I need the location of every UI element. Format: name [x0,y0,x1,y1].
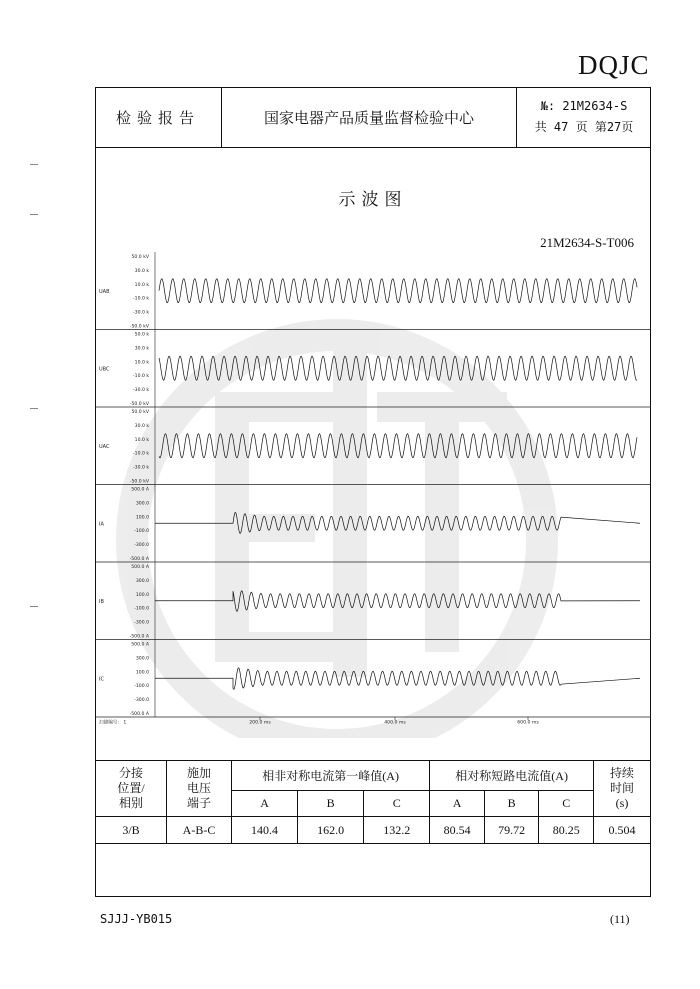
cell-rms-b: 79.72 [484,817,539,844]
header-report-label: 检验报告 [115,108,200,127]
tick-label: -10.0 k [132,374,149,380]
margin-mark [30,164,38,165]
tick-label: 300.0 [135,578,149,584]
col-duration: 持续 时间 (s) [594,761,651,817]
col-voltage: 施加 电压 端子 [167,761,232,817]
col-peak-current: 相非对称电流第一峰值(A) [232,761,430,791]
tick-label: -500.0 A [129,712,149,717]
waveform-ic [155,668,640,689]
tick-label: -100.0 [134,684,149,690]
report-number: №: 21M2634-S [540,99,628,113]
tick-label: -30.0 k [132,465,149,471]
tick-label: 10.0 k [134,282,149,288]
header-divider [95,147,651,148]
cell-position: 3/B [96,817,167,844]
col-rms-current: 相对称短路电流值(A) [430,761,594,791]
channel-label: UAB [99,288,110,295]
test-code: 21M2634-S-T006 [540,235,634,250]
sub-c: C [364,791,430,817]
tick-label: 30.0 k [134,346,149,352]
page-footer-number: (11) [610,912,630,926]
tick-label: 500.0 A [131,642,149,648]
header-org-name: 国家电器产品质量监督检验中心 [221,87,517,147]
tick-label: -300.0 [134,698,149,704]
tick-label: -50.0 kV [129,402,149,407]
page-count: 共 47 页 第27页 [534,120,634,134]
cell-rms-a: 80.54 [430,817,485,844]
tick-label: 10.0 k [134,360,149,366]
tick-label: 300.0 [135,501,149,507]
channel-label: IA [99,521,104,528]
sub-a: A [430,791,485,817]
tick-label: -500.0 A [129,557,149,562]
tick-label: 500.0 A [131,565,149,570]
sub-b: B [484,791,539,817]
tick-label: 50.0 kV [131,255,149,260]
margin-mark [30,408,38,409]
tick-label: 100.0 [135,592,149,598]
tick-label: -30.0 k [132,310,149,316]
time-tick-label: 200.0 ms [249,720,271,726]
sub-b: B [298,791,364,817]
waveform-uab [159,279,637,303]
form-code: SJJJ-YB015 [100,912,173,926]
tick-label: -10.0 k [132,451,149,457]
tick-label: 100.0 [135,670,149,676]
tick-label: 50.0 kV [131,410,149,415]
scan-number-label: 扫描编号： 1 [99,720,127,726]
channel-label: IB [99,598,104,605]
tick-label: -100.0 [134,529,149,535]
cell-rms-c: 80.25 [539,817,594,844]
time-tick-label: 400.0 ms [384,720,406,726]
logo-text: DQJC [578,50,650,80]
tick-label: -100.0 [134,606,149,612]
results-table [95,760,651,844]
channel-label: UAC [99,443,110,450]
tick-label: 100.0 [135,515,149,521]
sub-a: A [232,791,298,817]
cell-voltage: A-B-C [167,817,232,844]
header-report-info [517,87,651,147]
cell-duration: 0.504 [594,817,651,844]
channel-label: UBC [99,366,110,373]
margin-mark [30,214,38,215]
tick-label: -50.0 kV [129,324,149,330]
tick-label: -10.0 k [132,296,149,302]
cell-peak-b: 162.0 [298,817,364,844]
page-title: 示波图 [338,190,408,210]
cell-peak-a: 140.4 [232,817,298,844]
time-tick-label: 600.0 ms [517,720,539,726]
tick-label: -30.0 k [132,388,149,394]
tick-label: -300.0 [134,543,149,549]
tick-label: 300.0 [135,656,149,662]
tick-label: 50.0 k [134,332,149,338]
tick-label: -300.0 [134,620,149,626]
tick-label: 500.0 A [131,487,149,493]
tick-label: 30.0 k [134,423,149,429]
col-position: 分接 位置/ 相别 [96,761,167,817]
margin-mark [30,606,38,607]
tick-label: 30.0 k [134,268,149,274]
cell-peak-c: 132.2 [364,817,430,844]
oscillogram [95,252,651,738]
tick-label: -50.0 kV [129,479,149,485]
channel-label: IC [99,676,104,683]
tick-label: -500.0 A [129,634,149,640]
tick-label: 10.0 k [134,437,149,443]
sub-c: C [539,791,594,817]
